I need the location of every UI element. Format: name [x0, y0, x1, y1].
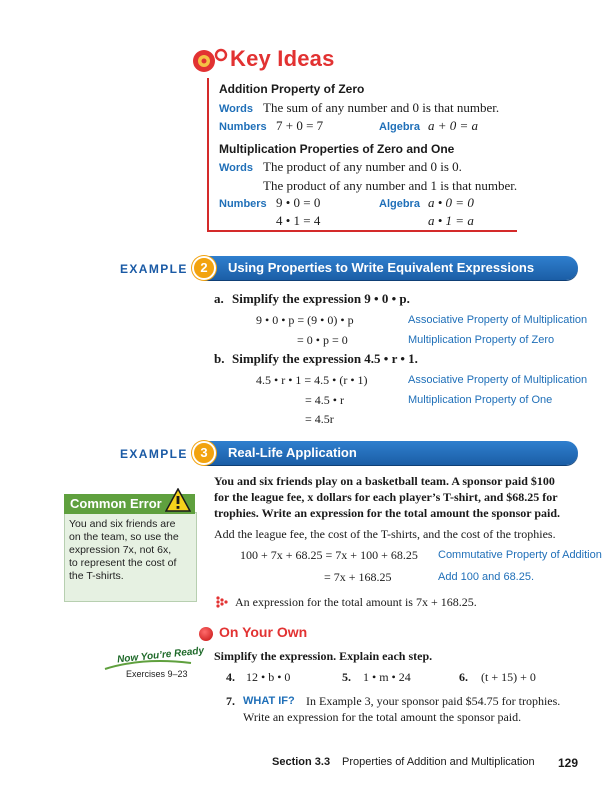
numbers-label: Numbers [219, 121, 267, 133]
part-b-reason-1: Associative Property of Multiplication [408, 374, 588, 386]
part-a-line-2: = 0 • p = 0 [297, 333, 348, 347]
numbers-label: Numbers [219, 198, 267, 210]
example-2-banner [204, 256, 578, 280]
on-your-own-instruction: Simplify the expression. Explain each step. [214, 649, 433, 663]
addition-algebra: a + 0 = a [428, 118, 479, 133]
footer-section: Section 3.3 [272, 756, 331, 768]
words-label: Words [219, 103, 254, 115]
algebra-label: Algebra [379, 198, 420, 210]
exercise-7-number: 7. [226, 694, 235, 708]
part-a-letter: a. [214, 291, 224, 306]
example-3-problem-line-2: for the league fee, x dollars for each player’s T-shirt, and $68.25 for [214, 490, 558, 504]
exercise-4-expression: 12 • b • 0 [246, 670, 291, 684]
multiplication-algebra-2: a • 1 = a [428, 213, 474, 228]
example-3-reason-1: Commutative Property of Addition [438, 549, 602, 561]
part-b-letter: b. [214, 351, 225, 366]
now-youre-ready: Now You’re Ready [116, 645, 205, 666]
warning-icon [165, 488, 191, 517]
multiplication-words-2: The product of any number and 1 is that number. [263, 178, 518, 193]
common-error-text [69, 518, 193, 583]
example-3-line-2: = 7x + 168.25 [324, 570, 392, 584]
exercise-6-expression: (t + 15) + 0 [481, 670, 536, 684]
example-3-instruction: Add the league fee, the cost of the T-shirts, and the cost of the trophies. [214, 527, 556, 541]
example-3-number: 3 [192, 441, 216, 465]
part-a-prompt: Simplify the expression 9 • 0 • p. [232, 291, 410, 306]
example-3-line-1: 100 + 7x + 68.25 = 7x + 100 + 68.25 [240, 548, 418, 562]
page-number: 129 [558, 756, 579, 770]
example-3-answer: An expression for the total amount is 7x + 168.25. [235, 595, 477, 609]
on-your-own-dot-icon [199, 627, 213, 641]
part-a-line-1: 9 • 0 • p = (9 • 0) • p [256, 313, 354, 327]
common-error-line-3: expression 7x, not 6x, [69, 544, 172, 556]
common-error-line-5: the T-shirts. [69, 570, 124, 582]
part-b-line-2: = 4.5 • r [305, 393, 344, 407]
exercise-4-number: 4. [226, 670, 235, 684]
what-if-label: WHAT IF? [243, 695, 295, 707]
part-a-reason-2: Multiplication Property of Zero [408, 334, 555, 346]
common-error-line-4: to represent the cost of [69, 557, 177, 569]
example-3-reason-2: Add 100 and 68.25. [438, 571, 535, 583]
on-your-own-title: On Your Own [219, 624, 308, 640]
addition-numbers: 7 + 0 = 7 [276, 118, 324, 133]
multiplication-words-1: The product of any number and 0 is 0. [263, 159, 462, 174]
part-b-prompt: Simplify the expression 4.5 • r • 1. [232, 351, 418, 366]
common-error-line-2: on the team, so use the [69, 531, 179, 543]
exercise-6-number: 6. [459, 670, 468, 684]
key-ideas-title: Key Ideas [230, 46, 335, 71]
part-b-line-1: 4.5 • r • 1 = 4.5 • (r • 1) [256, 373, 368, 387]
common-error-title: Common Error [70, 496, 162, 511]
example-3-problem-line-3: trophies. Write an expression for the total amount the sponsor paid. [214, 506, 561, 520]
example-2-number: 2 [192, 256, 216, 280]
exercises-link[interactable]: Exercises 9–23 [126, 669, 188, 679]
part-b-reason-2: Multiplication Property of One [408, 394, 553, 406]
part-b-line-3: = 4.5r [305, 412, 334, 426]
algebra-label: Algebra [379, 121, 420, 133]
multiplication-algebra-1: a • 0 = 0 [428, 195, 474, 210]
exercise-5-expression: 1 • m • 24 [363, 670, 411, 684]
exercise-7-line-2: Write an expression for the total amount the sponsor paid. [243, 710, 522, 724]
example-2-title: Using Properties to Write Equivalent Expressions [228, 260, 535, 275]
addition-heading: Addition Property of Zero [219, 82, 365, 96]
footer-title: Properties of Addition and Multiplication [342, 756, 535, 768]
answer-arrow-icon [215, 595, 229, 614]
example-label: EXAMPLE [120, 447, 188, 461]
key-ideas-logo-icon [192, 47, 228, 75]
multiplication-heading: Multiplication Properties of Zero and One [219, 142, 455, 156]
example-label: EXAMPLE [120, 262, 188, 276]
example-3-problem-line-1: You and six friends play on a basketball team. A sponsor paid $100 [214, 474, 555, 488]
exercise-5-number: 5. [342, 670, 351, 684]
exercise-7-line-1: In Example 3, your sponsor paid $54.75 for trophies. [306, 694, 561, 708]
multiplication-numbers-1: 9 • 0 = 0 [276, 195, 321, 210]
addition-words: The sum of any number and 0 is that number. [263, 100, 500, 115]
multiplication-numbers-2: 4 • 1 = 4 [276, 213, 321, 228]
words-label: Words [219, 162, 254, 174]
example-3-title: Real-Life Application [228, 445, 357, 460]
example-3-banner [204, 441, 578, 465]
part-a-reason-1: Associative Property of Multiplication [408, 314, 588, 326]
common-error-line-1: You and six friends are [69, 518, 176, 530]
